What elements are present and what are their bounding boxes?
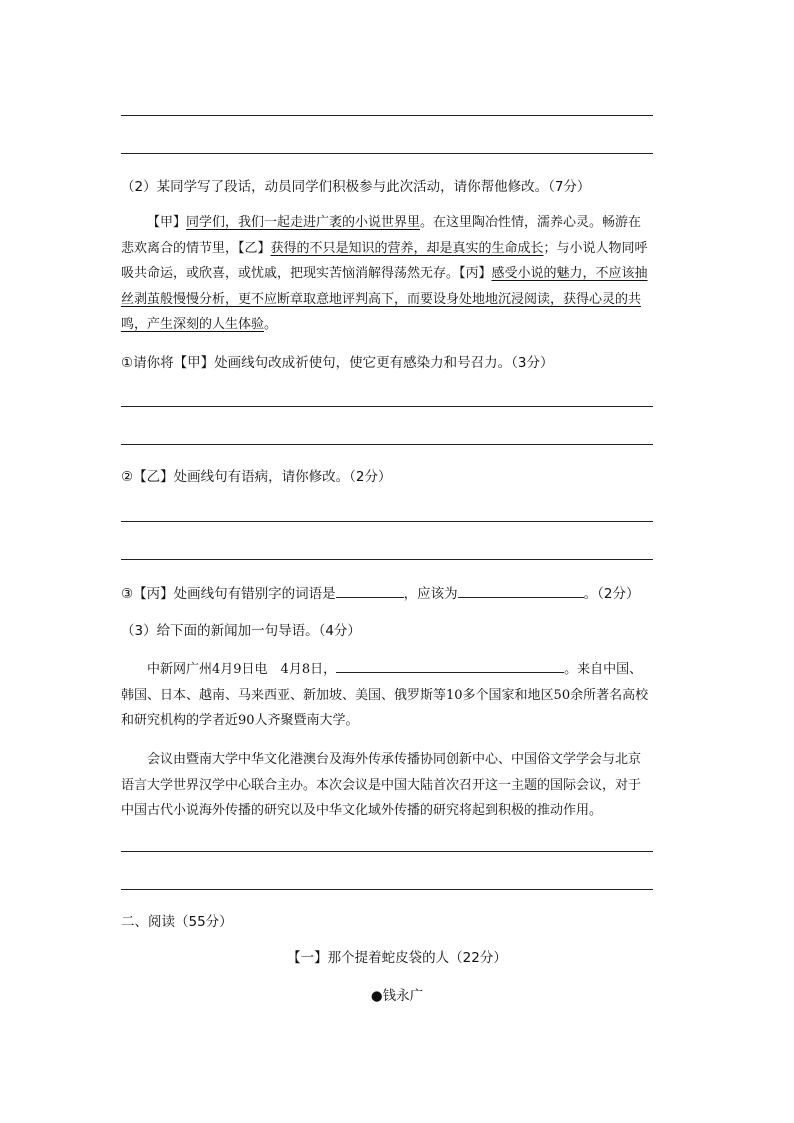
sub-question-3-text: ③【丙】处画线句有错别字的词语是 (121, 586, 336, 602)
news-text: 中新网广州4月9日电 4月8日， (147, 662, 337, 677)
sub-question-3-text: ，应该为 (403, 586, 458, 602)
sub-question-3-text: 。（2分） (583, 586, 640, 602)
underlined-sentence-jia: 同学们，我们一起走进广袤的小说世界里 (186, 215, 421, 230)
answer-line (121, 115, 653, 116)
answer-line (121, 851, 653, 852)
fill-blank-correction[interactable] (458, 583, 584, 598)
question-2-heading: （2）某同学写了段话，动员同学们积极参与此次活动，请你帮他修改。（7分） (121, 179, 591, 195)
sub-question-1: ①请你将【甲】处画线句改成祈使句，使它更有感染力和号召力。（3分） (121, 355, 554, 371)
news-paragraph-2: 会议由暨南大学中华文化港澳台及海外传承传播协同创新中心、中国俗文学学会与北京语言大学世界汉学中心联合主办。本次会议是中国大陆首次召开这一主题的国际会议，对于中国古代小说海外传播的研究以及中华文化域外传播的研究将起到积极的推动作用。 (121, 752, 642, 818)
article-author: ●钱永广 (370, 988, 424, 1004)
answer-line (121, 153, 653, 154)
passage-text: 。在这里陶冶性情，濡养心灵。畅游在悲欢离合的情节里，【乙】 (121, 215, 642, 256)
sub-question-3 (121, 583, 639, 603)
passage-text: 。 (264, 317, 278, 332)
answer-line (121, 444, 653, 445)
fill-blank-wrong-word[interactable] (336, 583, 404, 598)
answer-line (121, 521, 653, 522)
marker-jia: 【甲】 (147, 215, 187, 230)
news-paragraph-1 (121, 657, 653, 734)
answer-line (121, 406, 653, 407)
news-text: 。来自中国、韩国、日本、越南、马来西亚、新加坡、美国、俄罗斯等10多个国家和地区50余所著名高校和研究机构的学者近90人齐聚暨南大学。 (121, 662, 649, 728)
question-3-heading: （3）给下面的新闻加一句导语。（4分） (121, 623, 361, 639)
article-title: 【一】那个提着蛇皮袋的人（22分） (287, 950, 507, 966)
underlined-sentence-yi: 获得的不只是知识的营养，却是真实的生命成长 (270, 240, 544, 256)
section-2-heading: 二、阅读（55分） (121, 914, 233, 930)
answer-line (121, 889, 653, 890)
answer-line (121, 559, 653, 560)
sub-question-2: ②【乙】处画线句有语病，请你修改。（2分） (121, 469, 392, 485)
fill-blank-lead[interactable] (336, 658, 564, 673)
question-2-passage (121, 210, 653, 338)
passage-text: ；与小说人物同呼吸共命运，或欣喜，或忧戚，把现实苦恼消解得荡然无存。【丙】 (121, 240, 648, 281)
underlined-sentence-bing: 感受小说的魅力，不应该抽丝剥茧般慢慢分析，更不应断章取意地评判高下，而要设身处地地沉浸阅读，获得心灵的共鸣，产生深刻的人生体验 (121, 266, 648, 332)
